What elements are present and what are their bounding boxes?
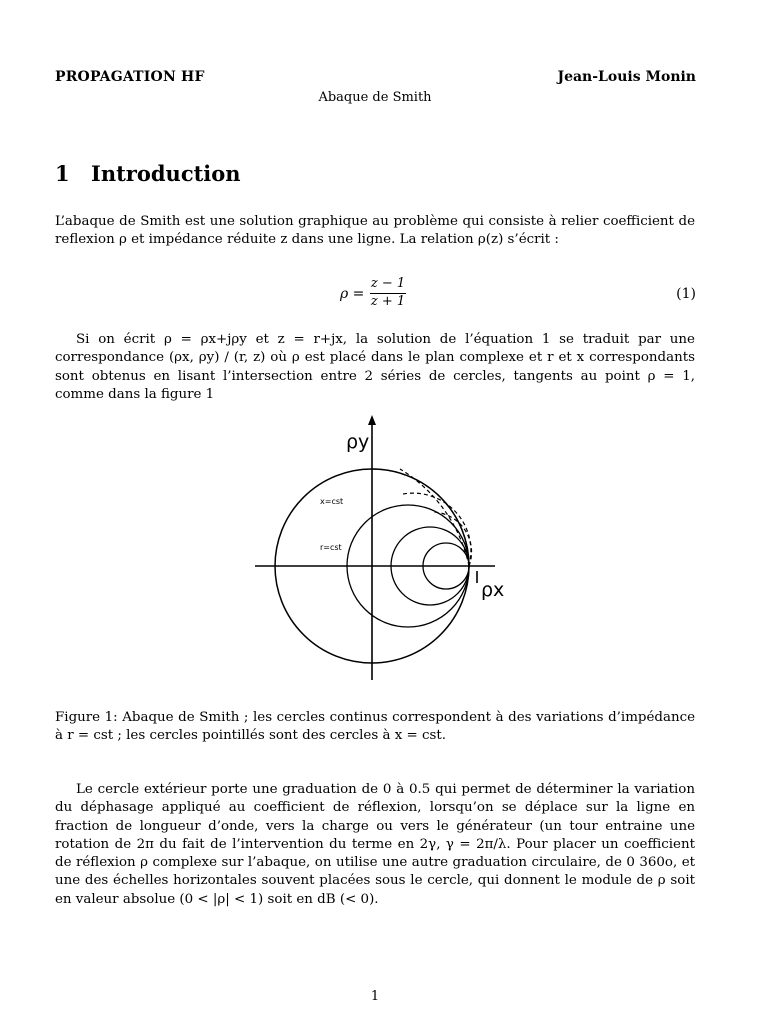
y-axis-label: ρy [346, 431, 370, 453]
x-axis-label: ρx [481, 579, 505, 601]
x-circle-arc [403, 493, 471, 566]
figure-caption: Figure 1: Abaque de Smith ; les cercles continus correspondent à des variations d’impédance à r = cst ; les cercles pointillés sont des cercles à x = cst. [55, 710, 695, 744]
section-title: Introduction [91, 161, 241, 186]
x-circle-arc [400, 469, 469, 566]
smith-chart-figure [250, 412, 510, 692]
r-circle-label: r=cst [320, 543, 342, 552]
equation-fraction [368, 276, 408, 309]
section-heading [55, 161, 241, 186]
equation-label: (1) [676, 286, 696, 302]
equation-1 [0, 276, 768, 316]
x-circle-arc [372, 469, 469, 566]
y-axis-arrow [368, 415, 376, 425]
section-number: 1 [55, 161, 70, 186]
header-subtitle: Abaque de Smith [318, 90, 432, 105]
header-author: Jean-Louis Monin [557, 69, 696, 85]
paragraph-graduation: Le cercle extérieur porte une graduation de 0 à 0.5 qui permet de déterminer la variation du déphasage appliqué au coefficient de réflexion, lorsqu’on se déplace sur la ligne en fraction de longueur d’onde, vers la charge ou vers le générateur (un tour entraine une rotation de 2π du fait de l’intervention du terme en 2γ, γ = 2π/λ. Pour placer un coefficient de réflexion ρ complexe sur l’abaque, on utilise une autre graduation circulaire, de 0 360o, et une des échelles horizontales souvent placées sous le cercle, qui donnent le module de ρ soit en valeur absolue (0 < |ρ| < 1) soit en dB (< 0). [55, 782, 695, 907]
equation-denominator: z + 1 [370, 294, 406, 309]
x-circle-label: x=cst [320, 497, 344, 506]
paragraph-intro: L’abaque de Smith est une solution graphique au problème qui consiste à relier coefficient de reflexion ρ et impédance réduite z dans une ligne. La relation ρ(z) s’écrit : [55, 214, 695, 248]
page-number: 1 [370, 989, 380, 1004]
paragraph-correspondence: Si on écrit ρ = ρx+jρy et z = r+jx, la solution de l’équation 1 se traduit par une correspondance (ρx, ρy) / (r, z) où ρ est placé dans le plan complexe et r et x correspondants sont obtenus en lisant l’intersection entre 2 séries de cercles, tangents au point ρ = 1, comme dans la figure 1 [55, 332, 695, 402]
equation-numerator: z − 1 [370, 276, 406, 291]
header-course-title: PROPAGATION HF [55, 69, 205, 85]
equation-lhs: ρ = [340, 286, 365, 302]
